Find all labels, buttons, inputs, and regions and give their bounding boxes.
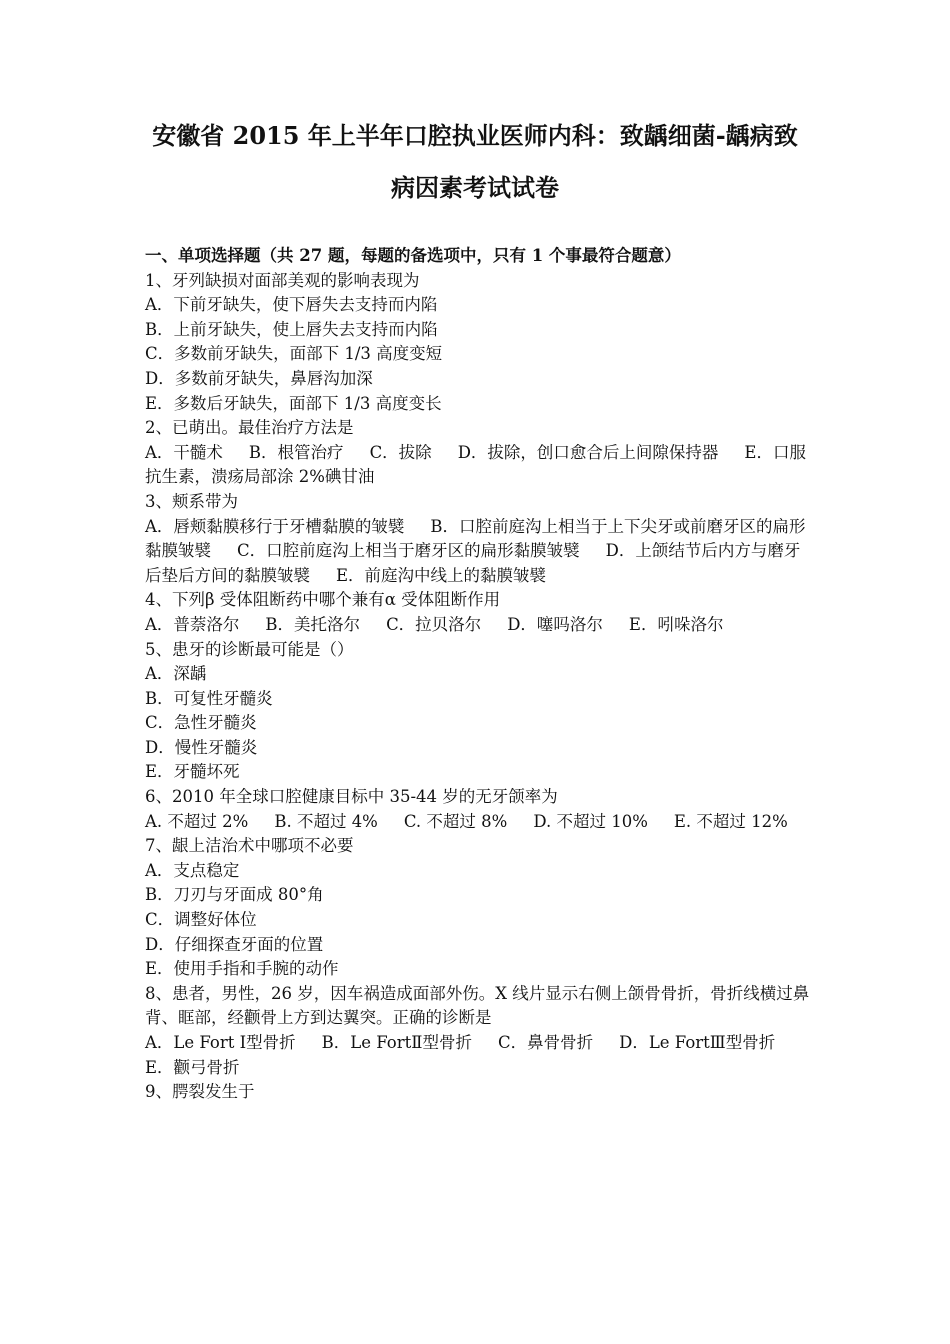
option: A．Le Fort Ⅰ型骨折 <box>145 1033 296 1052</box>
option: C．口腔前庭沟上相当于磨牙区的扁形黏膜皱襞 <box>237 541 580 561</box>
option: A．下前牙缺失，使下唇失去支持而内陷 <box>145 295 438 315</box>
option: D．噻吗洛尔 <box>507 614 603 634</box>
option: B. 不超过 4% <box>274 811 378 831</box>
option: E．多数后牙缺失，面部下 1/3 高度变长 <box>145 393 442 413</box>
option: E．颧弓骨折 <box>145 1057 240 1077</box>
option: D．拔除，创口愈合后上间隙保持器 <box>457 442 719 462</box>
option: C. 不超过 8% <box>403 811 508 831</box>
inline-options <box>145 515 813 589</box>
option: A．干髓术 <box>145 442 223 462</box>
option: D．仔细探查牙面的位置 <box>145 934 324 954</box>
question-stem: 3、颊系带为 <box>145 491 238 511</box>
option: A．普萘洛尔 <box>145 614 240 634</box>
question-stem: 9、腭裂发生于 <box>145 1082 255 1102</box>
question-stem: 8、患者，男性，26 岁，因车祸造成面部外伤。X 线片显示右侧上颌骨骨折，骨折线横过鼻背、眶部，经颧骨上方到达翼突。正确的诊断是 <box>145 983 810 1028</box>
option: D．Le FortⅢ型骨折 <box>619 1033 776 1052</box>
option: C．多数前牙缺失，面部下 1/3 高度变短 <box>145 344 443 364</box>
option: C．鼻骨骨折 <box>497 1033 594 1052</box>
document-title-line1: 安徽省 2015 年上半年口腔执业医师内科：致龋细菌-龋病致 <box>152 121 798 150</box>
inline-options <box>145 441 813 490</box>
question-stem: 2、已萌出。最佳治疗方法是 <box>145 418 354 438</box>
question-stem: 4、下列β 受体阻断药中哪个兼有α 受体阻断作用 <box>145 590 501 610</box>
option: B．美托洛尔 <box>265 614 361 634</box>
document-title-line2: 病因素考试试卷 <box>391 173 559 202</box>
option: C．拉贝洛尔 <box>386 614 482 634</box>
option: E．吲哚洛尔 <box>628 614 724 634</box>
option: A．支点稳定 <box>145 860 240 880</box>
option: C．急性牙髓炎 <box>145 713 257 733</box>
option: B．Le FortⅡ型骨折 <box>321 1033 472 1052</box>
option: E．牙髓坏死 <box>145 762 240 782</box>
option: A．唇颊黏膜移行于牙槽黏膜的皱襞 <box>145 516 405 536</box>
option: A．深龋 <box>145 664 207 684</box>
option: D．上颌结节后内方与磨牙后垫后方间的黏膜皱襞 <box>145 541 801 585</box>
option: B．根管治疗 <box>248 442 344 462</box>
option: E．前庭沟中线上的黏膜皱襞 <box>336 565 547 585</box>
option: E．使用手指和手腕的动作 <box>145 959 339 979</box>
option: E．口服抗生素，溃疡局部涂 2%碘甘油 <box>145 442 806 487</box>
option: B．刀刃与牙面成 80°角 <box>145 885 324 905</box>
option: A. 不超过 2% <box>145 811 249 831</box>
exam-body <box>145 244 813 1105</box>
option: D．多数前牙缺失，鼻唇沟加深 <box>145 368 373 388</box>
option: D. 不超过 10% <box>533 811 648 831</box>
question-stem: 5、患牙的诊断最可能是（） <box>145 639 354 659</box>
question-stem: 1、牙列缺损对面部美观的影响表现为 <box>145 270 420 290</box>
section-heading: 一、单项选择题（共 27 题，每题的备选项中，只有 1 个事最符合题意） <box>145 246 681 265</box>
question-stem: 7、龈上洁治术中哪项不必要 <box>145 836 354 856</box>
option: E. 不超过 12% <box>673 811 788 831</box>
option: C．调整好体位 <box>145 910 257 930</box>
option: B．上前牙缺失，使上唇失去支持而内陷 <box>145 319 438 339</box>
inline-options <box>145 1031 813 1080</box>
inline-options <box>145 613 813 638</box>
inline-options <box>145 810 813 835</box>
option: B．可复性牙髓炎 <box>145 688 273 708</box>
option: C．拔除 <box>369 442 432 462</box>
option: D．慢性牙髓炎 <box>145 737 258 757</box>
question-stem: 6、2010 年全球口腔健康目标中 35-44 岁的无牙颌率为 <box>145 787 558 807</box>
option: B．口腔前庭沟上相当于上下尖牙或前磨牙区的扁形黏膜皱襞 <box>145 516 806 561</box>
